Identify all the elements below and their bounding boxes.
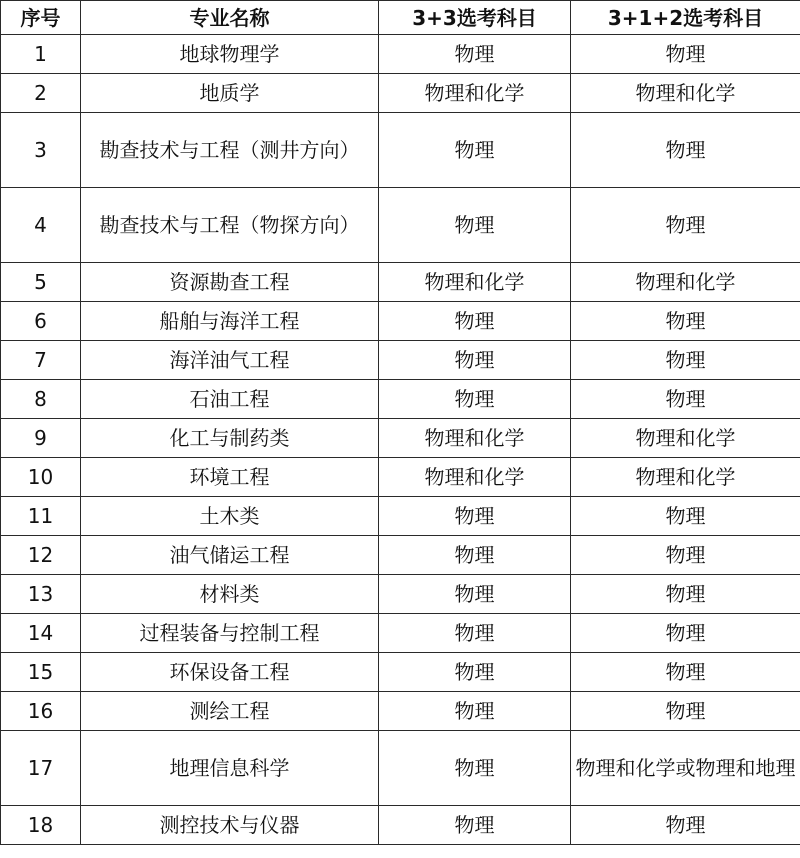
table-header-row [1,1,800,35]
cell-major: 测绘工程 [81,692,379,731]
cell-subjects-3-3: 物理 [379,341,571,380]
cell-major: 土木类 [81,497,379,536]
cell-major: 船舶与海洋工程 [81,302,379,341]
cell-index: 15 [1,653,81,692]
cell-subjects-3-3: 物理 [379,113,571,188]
cell-subjects-3-1-2: 物理 [571,188,800,263]
cell-subjects-3-3: 物理 [379,35,571,74]
cell-subjects-3-1-2: 物理 [571,341,800,380]
header-subjects-3-1-2: 3+1+2选考科目 [571,1,800,35]
cell-subjects-3-1-2: 物理 [571,692,800,731]
header-subjects-3-3: 3+3选考科目 [379,1,571,35]
table-row [1,380,800,419]
cell-subjects-3-3: 物理 [379,614,571,653]
cell-index: 13 [1,575,81,614]
cell-subjects-3-3: 物理 [379,497,571,536]
cell-major: 油气储运工程 [81,536,379,575]
cell-subjects-3-1-2: 物理和化学 [571,419,800,458]
cell-index: 1 [1,35,81,74]
cell-subjects-3-3: 物理和化学 [379,458,571,497]
cell-subjects-3-1-2: 物理 [571,575,800,614]
cell-major: 资源勘查工程 [81,263,379,302]
cell-subjects-3-1-2: 物理 [571,536,800,575]
cell-subjects-3-1-2: 物理和化学 [571,458,800,497]
cell-index: 6 [1,302,81,341]
cell-major: 地球物理学 [81,35,379,74]
cell-index: 18 [1,806,81,845]
cell-major: 测控技术与仪器 [81,806,379,845]
cell-major: 海洋油气工程 [81,341,379,380]
table-row [1,536,800,575]
cell-index: 12 [1,536,81,575]
table-row [1,419,800,458]
cell-index: 10 [1,458,81,497]
cell-subjects-3-1-2: 物理 [571,806,800,845]
cell-subjects-3-1-2: 物理 [571,497,800,536]
cell-subjects-3-1-2: 物理和化学或物理和地理 [571,731,800,806]
cell-major: 地理信息科学 [81,731,379,806]
cell-subjects-3-1-2: 物理 [571,302,800,341]
table-row [1,74,800,113]
cell-major: 地质学 [81,74,379,113]
table-row [1,575,800,614]
cell-major: 环境工程 [81,458,379,497]
cell-subjects-3-1-2: 物理和化学 [571,74,800,113]
cell-subjects-3-3: 物理和化学 [379,263,571,302]
table-row [1,614,800,653]
cell-major: 勘查技术与工程（测井方向） [81,113,379,188]
table-row [1,341,800,380]
table-row [1,302,800,341]
cell-subjects-3-3: 物理 [379,806,571,845]
cell-index: 9 [1,419,81,458]
cell-subjects-3-1-2: 物理 [571,614,800,653]
cell-index: 5 [1,263,81,302]
table-row [1,458,800,497]
cell-subjects-3-3: 物理 [379,653,571,692]
table-row [1,731,800,806]
cell-subjects-3-1-2: 物理和化学 [571,263,800,302]
table-row [1,35,800,74]
header-major: 专业名称 [81,1,379,35]
cell-subjects-3-3: 物理和化学 [379,74,571,113]
table-row [1,263,800,302]
cell-index: 2 [1,74,81,113]
cell-subjects-3-1-2: 物理 [571,653,800,692]
cell-major: 环保设备工程 [81,653,379,692]
table-row [1,113,800,188]
table-body [1,35,800,845]
table-row [1,497,800,536]
cell-index: 4 [1,188,81,263]
cell-subjects-3-3: 物理 [379,536,571,575]
cell-major: 石油工程 [81,380,379,419]
cell-subjects-3-3: 物理 [379,188,571,263]
header-index: 序号 [1,1,81,35]
cell-index: 7 [1,341,81,380]
table-row [1,188,800,263]
cell-index: 16 [1,692,81,731]
cell-subjects-3-1-2: 物理 [571,113,800,188]
cell-subjects-3-3: 物理和化学 [379,419,571,458]
cell-major: 化工与制药类 [81,419,379,458]
cell-subjects-3-3: 物理 [379,302,571,341]
cell-subjects-3-3: 物理 [379,692,571,731]
cell-subjects-3-1-2: 物理 [571,380,800,419]
cell-subjects-3-3: 物理 [379,731,571,806]
cell-subjects-3-3: 物理 [379,575,571,614]
cell-index: 3 [1,113,81,188]
cell-major: 勘查技术与工程（物探方向） [81,188,379,263]
cell-subjects-3-3: 物理 [379,380,571,419]
cell-major: 过程装备与控制工程 [81,614,379,653]
cell-index: 8 [1,380,81,419]
cell-subjects-3-1-2: 物理 [571,35,800,74]
cell-index: 11 [1,497,81,536]
table-row [1,806,800,845]
table-row [1,692,800,731]
cell-index: 14 [1,614,81,653]
cell-major: 材料类 [81,575,379,614]
table-row [1,653,800,692]
cell-index: 17 [1,731,81,806]
